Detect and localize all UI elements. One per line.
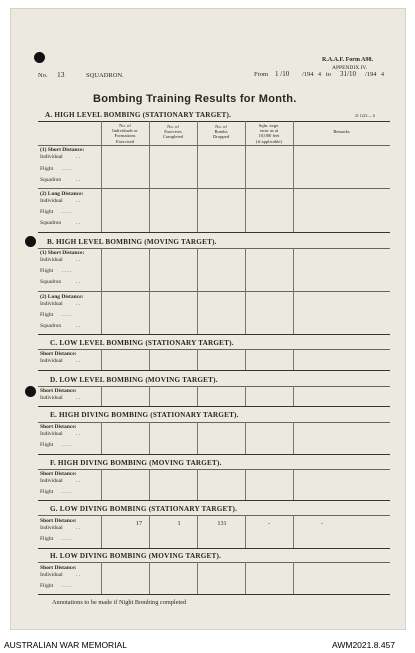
e-flight: Flight: [40, 442, 54, 448]
f-flight: Flight: [40, 489, 54, 495]
a-long-flight: Flight: [40, 209, 54, 215]
col-line: [197, 562, 198, 594]
col-line: [101, 386, 102, 406]
appendix-label: APPENDIX IV.: [332, 65, 368, 71]
col-line: [197, 386, 198, 406]
a-long-squadron: Squadron: [40, 220, 62, 226]
dots: . .: [76, 431, 81, 437]
col-line: [149, 422, 150, 454]
col-line: [245, 386, 246, 406]
a-short-squadron: Squadron: [40, 177, 62, 183]
page-title: Bombing Training Results for Month.: [93, 93, 297, 105]
e-individual: Individual: [40, 431, 63, 437]
b-long-individual: Individual: [40, 301, 63, 307]
rule: [38, 232, 390, 233]
g-short-label: Short Distance:: [40, 518, 77, 524]
rule: [38, 248, 390, 249]
dots: . .: [76, 525, 81, 531]
section-h-title: H. LOW DIVING BOMBING (MOVING TARGET).: [50, 552, 222, 560]
section-g-title: G. LOW DIVING BOMBING (STATIONARY TARGET).: [50, 505, 238, 513]
caption-source: AUSTRALIAN WAR MEMORIAL: [4, 640, 127, 650]
col-line: [245, 422, 246, 454]
col-line: [293, 386, 294, 406]
from-year-handwritten: 4: [318, 72, 321, 78]
a-short-individual: Individual: [40, 154, 63, 160]
col-line: [293, 515, 294, 548]
section-a-title: A. HIGH LEVEL BOMBING (STATIONARY TARGET).: [45, 111, 232, 119]
g-individual-formations: 17: [135, 520, 143, 527]
col-line: [149, 562, 150, 594]
dots: . .: [76, 177, 81, 183]
to-year-handwritten: 4: [381, 72, 384, 78]
col-line: [101, 248, 102, 334]
col-header-exercises: No. of Exercises Completed: [162, 124, 184, 140]
dots: . . . .: [62, 268, 72, 274]
dots: . . . .: [62, 489, 72, 495]
col-line: [293, 121, 294, 232]
dots: . .: [76, 323, 81, 329]
rule: [38, 500, 390, 501]
col-line: [245, 562, 246, 594]
dots: . . . .: [62, 166, 72, 172]
rule: [38, 562, 390, 563]
a-short-flight: Flight: [40, 166, 54, 172]
rule: [38, 594, 390, 595]
h-short-label: Short Distance:: [40, 565, 77, 571]
g-individual-exercises: 1: [177, 520, 181, 527]
dots: . .: [76, 198, 81, 204]
squadron-label: SQUADRON.: [86, 72, 124, 79]
col-header-bombs: No. of Bombs Dropped: [212, 124, 230, 140]
rule: [38, 349, 390, 350]
col-line: [293, 248, 294, 334]
col-line: [197, 349, 198, 370]
col-header-remarks: Remarks: [333, 129, 350, 134]
c-individual: Individual: [40, 358, 63, 364]
b-short-flight: Flight: [40, 268, 54, 274]
punch-hole-bottom: [25, 386, 36, 397]
to-label: to: [326, 71, 332, 78]
col-line: [101, 469, 102, 500]
rule: [38, 334, 390, 335]
col-line: [149, 386, 150, 406]
col-line: [197, 121, 198, 232]
col-line: [293, 349, 294, 370]
dots: . .: [76, 154, 81, 160]
dots: . .: [76, 572, 81, 578]
g-individual-remarks: -: [320, 520, 324, 527]
section-f-title: F. HIGH DIVING BOMBING (MOVING TARGET).: [50, 459, 222, 467]
dots: . . . .: [62, 209, 72, 215]
dots: . . . .: [62, 442, 72, 448]
g-flight: Flight: [40, 536, 54, 542]
col-header-error: Sqln. avge. error as at 10,000 feet (if applicable): [256, 123, 282, 144]
col-line: [293, 422, 294, 454]
section-e-title: E. HIGH DIVING BOMBING (STATIONARY TARGET).: [50, 411, 239, 419]
rule: [38, 406, 390, 407]
rule: [38, 515, 390, 516]
rule: [38, 188, 390, 189]
punch-hole-top: [34, 52, 45, 63]
rule: [38, 454, 390, 455]
col-line: [197, 515, 198, 548]
col-line: [245, 469, 246, 500]
form-number: R.A.A.F. Form A98.: [322, 57, 373, 63]
dots: . .: [76, 257, 81, 263]
a-long-individual: Individual: [40, 198, 63, 204]
to-year: /194: [365, 71, 377, 78]
col-line: [197, 469, 198, 500]
b-long-squadron: Squadron: [40, 323, 62, 329]
col-line: [149, 349, 150, 370]
col-line: [149, 469, 150, 500]
col-line: [101, 349, 102, 370]
dots: . .: [76, 220, 81, 226]
h-flight: Flight: [40, 583, 54, 589]
col-line: [245, 349, 246, 370]
g-individual: Individual: [40, 525, 63, 531]
col-line: [149, 248, 150, 334]
e-short-label: Short Distance:: [40, 424, 77, 430]
from-label: From: [254, 71, 269, 78]
b-short-individual: Individual: [40, 257, 63, 263]
g-individual-error: -: [267, 520, 271, 527]
rule: [38, 548, 390, 549]
f-individual: Individual: [40, 478, 63, 484]
b-long-flight: Flight: [40, 312, 54, 318]
print-code: 21 1223 — 6: [355, 114, 375, 118]
section-c-title: C. LOW LEVEL BOMBING (STATIONARY TARGET).: [50, 339, 234, 347]
rule: [38, 370, 390, 371]
col-line: [101, 562, 102, 594]
dots: . .: [76, 279, 81, 285]
caption-id: AWM2021.8.457: [332, 640, 395, 650]
c-short-label: Short Distance:: [40, 351, 77, 357]
dots: . . . .: [62, 536, 72, 542]
section-d-title: D. LOW LEVEL BOMBING (MOVING TARGET).: [50, 376, 218, 384]
col-line: [149, 121, 150, 232]
punch-hole-middle: [25, 236, 36, 247]
d-individual: Individual: [40, 395, 63, 401]
rule: [38, 145, 390, 146]
h-individual: Individual: [40, 572, 63, 578]
rule: [38, 291, 390, 292]
col-line: [101, 515, 102, 548]
b-long-label: (2) Long Distance:: [40, 294, 84, 300]
col-line: [101, 121, 102, 232]
to-date: 31/10: [340, 70, 356, 78]
rule: [38, 386, 390, 387]
d-short-label: Short Distance:: [40, 388, 77, 394]
dots: . .: [76, 358, 81, 364]
rule: [38, 121, 390, 122]
from-date: 1 /10: [275, 70, 290, 78]
b-short-label: (1) Short Distance:: [40, 250, 85, 256]
col-line: [245, 248, 246, 334]
a-long-label: (2) Long Distance:: [40, 191, 84, 197]
col-line: [101, 422, 102, 454]
col-line: [149, 515, 150, 548]
squadron-no-label: No.: [38, 72, 48, 79]
dots: . .: [76, 478, 81, 484]
g-individual-bombs: 131: [217, 520, 227, 527]
rule: [38, 469, 390, 470]
col-line: [197, 422, 198, 454]
footnote: Annotations to be made if Night Bombing completed: [52, 599, 187, 606]
rule: [38, 422, 390, 423]
col-line: [245, 121, 246, 232]
col-header-individuals: No. of Individuals or Formations Exercised: [112, 123, 138, 144]
col-line: [293, 469, 294, 500]
dots: . . . .: [62, 312, 72, 318]
dots: . .: [76, 395, 81, 401]
archive-caption: [0, 633, 415, 653]
col-line: [293, 562, 294, 594]
from-year: /194: [302, 71, 314, 78]
b-short-squadron: Squadron: [40, 279, 62, 285]
dots: . .: [76, 301, 81, 307]
dots: . . . .: [62, 583, 72, 589]
f-short-label: Short Distance:: [40, 471, 77, 477]
col-line: [197, 248, 198, 334]
section-b-title: B. HIGH LEVEL BOMBING (MOVING TARGET).: [47, 238, 217, 246]
a-short-label: (1) Short Distance:: [40, 147, 85, 153]
squadron-no-value: 13: [57, 70, 65, 79]
col-line: [245, 515, 246, 548]
